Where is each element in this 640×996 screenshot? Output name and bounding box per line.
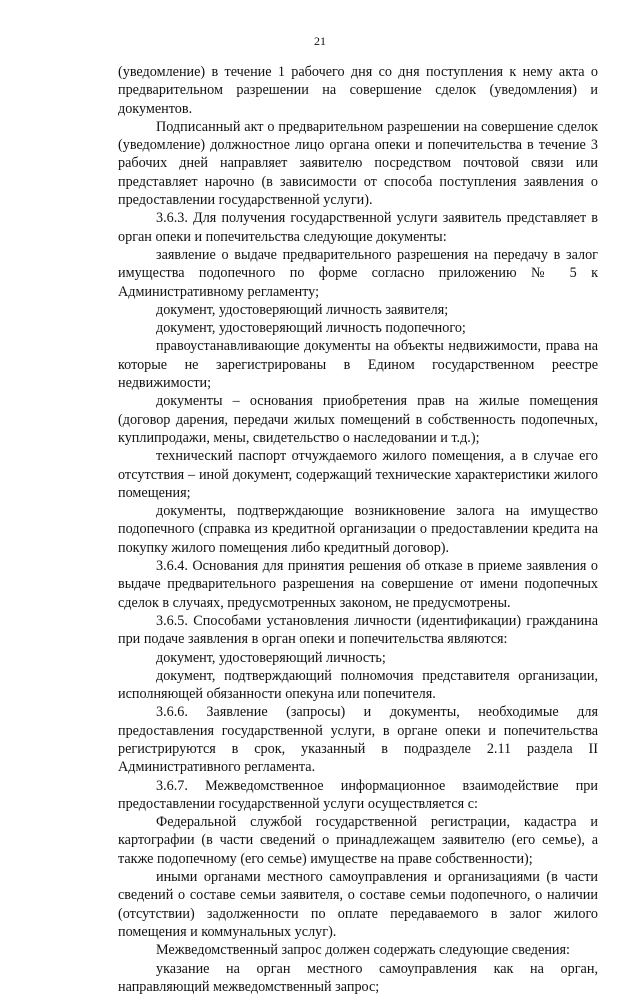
paragraph: документы, подтверждающие возникновение залога на имущество подопечного (справка из кредитной организации о предоставлении кредита на покупку жилого помещения либо кредитный договор). — [118, 503, 598, 556]
paragraph: Федеральной службой государственной регистрации, кадастра и картографии (в части сведений о принадлежащем заявителю (его семье), а также подопечному (его семье) имуществе на праве собственности); — [118, 814, 598, 867]
paragraph: 3.6.7. Межведомственное информационное взаимодействие при предоставлении государственной услуги осуществляется с: — [118, 777, 598, 812]
paragraph: иными органами местного самоуправления и организациями (в части сведений о составе семьи заявителя, о составе семьи подопечного, о наличии (отсутствии) задолженности по оплате передаваемого в залог жилого помещения и коммунальных услуг). — [118, 869, 598, 940]
paragraph: правоустанавливающие документы на объекты недвижимости, права на которые не зарегистрированы в Едином государственном реестре недвижимости; — [118, 338, 598, 392]
paragraph: указание на орган местного самоуправления как на орган, направляющий межведомственный запрос; — [118, 960, 598, 995]
paragraph: 3.6.3. Для получения государственной услуги заявитель представляет в орган опеки и попечительства следующие документы: — [118, 210, 598, 245]
paragraph: Подписанный акт о предварительном разрешении на совершение сделок (уведомление) должностное лицо органа опеки и попечительства в течение 3 рабочих дней направляет заявителю посредством почтовой связи или представляет нарочно (в зависимости от способа поступления заявления о предоставлении государственной услуги). — [118, 118, 598, 209]
paragraph: документ, удостоверяющий личность подопечного; — [156, 320, 466, 337]
paragraph: документ, удостоверяющий личность заявителя; — [156, 301, 449, 318]
paragraph: документ, удостоверяющий личность; — [156, 649, 386, 666]
paragraph: 3.6.4. Основания для принятия решения об отказе в приеме заявления о выдаче предварительного разрешения на совершение от имени подопечных сделок в случаях, предусмотренных законом, не предусмотрены. — [118, 558, 598, 611]
paragraph: 3.6.5. Способами установления личности (идентификации) гражданина при подаче заявления в орган опеки и попечительства являются: — [118, 612, 598, 648]
paragraph: (уведомление) в течение 1 рабочего дня со дня поступления к нему акта о предварительном разрешении на совершение сделок (уведомления) и документов. — [118, 64, 598, 117]
paragraph: документ, подтверждающий полномочия представителя организации, исполняющей обязанности опекуна или попечителя. — [118, 667, 598, 703]
paragraph: заявление о выдаче предварительного разрешения на передачу в залог имущества подопечного по форме согласно приложению № 5 к Административному регламенту; — [118, 246, 598, 300]
paragraph: документы – основания приобретения прав на жилые помещения (договор дарения, передачи жилых помещений в собственность подопечных, куплипродажи, мены, свидетельство о наследовании и т.д.); — [118, 393, 598, 446]
document-body — [118, 63, 598, 996]
paragraph: технический паспорт отчуждаемого жилого помещения, а в случае его отсутствия – иной документ, содержащий технические характеристики жилого помещения; — [118, 448, 598, 501]
paragraph: 3.6.6. Заявление (запросы) и документы, необходимые для предоставления государственной услуги, в органе опеки и попечительства регистрируются в срок, указанный в подразделе 2.11 раздела II Административного регламента. — [118, 704, 598, 776]
paragraph: Межведомственный запрос должен содержать следующие сведения: — [156, 942, 570, 959]
page-number: 21 — [314, 34, 326, 48]
